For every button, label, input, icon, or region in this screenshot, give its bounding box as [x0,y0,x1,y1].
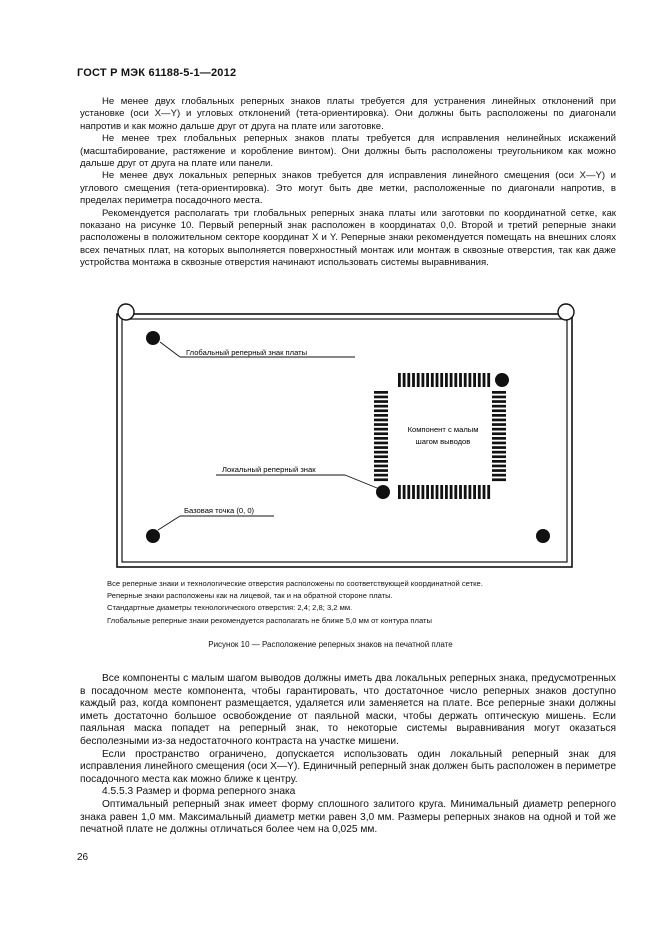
component-pad [374,414,388,417]
component-pad [450,373,453,387]
paragraph: Не менее двух глобальных реперных знаков платы требуется для устранения линейных отклонений при установке (оси X—Y) и угловых отклонений (тета-ориентировка). Они должны быть расположены по диагонали напротив и как можно дальше друг от друга на плате или заготовке. [80,96,616,132]
component-pad [492,446,506,449]
component-pad [431,373,434,387]
component-pad [483,373,486,387]
component-pad [454,373,457,387]
paragraph: Не менее двух локальных реперных знаков требуется для исправления линейного смещения (оси X—Y) и углового смещения (тета-ориентировка). Это могут быть две метки, расположенные по диагонали напротив, в пределах периметра посадочного места. [80,170,616,207]
component-pad [426,373,429,387]
component-pad [459,485,462,499]
local-fiducial-top-right [495,373,509,387]
leader-line-local-tail [345,475,377,488]
component-pad [445,485,448,499]
component-pad [374,460,388,463]
component-pad [483,485,486,499]
component-pad [478,485,481,499]
component-pad [440,485,443,499]
component-pad [412,485,415,499]
component-pad [398,485,401,499]
component-pad [374,451,388,454]
component-pad [487,373,490,387]
component-pads-top [398,373,490,387]
component-pad [403,373,406,387]
component-pad [374,391,388,394]
figure-note: Реперные знаки расположены как на лицевой, так и на обратной стороне платы. [107,591,393,601]
component-pad [374,469,388,472]
component-pad [492,396,506,399]
paragraph: Оптимальный реперный знак имеет форму сплошного залитого круга. Минимальный диаметр реперного знака равен 1,0 мм. Максимальный диаметр метки равен 3,0 мм. Размеры реперных знаков на одной и той же печатной плате не должны отличаться более чем на 0,025 мм. [80,798,616,836]
component-pad [492,465,506,468]
paragraph: Рекомендуется располагать три глобальных реперных знака платы или заготовки по координатной сетке, как показано на рисунке 10. Первый реперный знак расположен в координатах 0,0. Второй и третий реперные знаки расположены в положительном секторе координат X и Y. Реперные знаки рекомендуется помещать на внешних слоях всех печатных плат, на которых выполняется поверхностный монтаж или монтаж в сквозные отверстия, так как даже устройства монтажа в сквозные отверстия начинают использовать системы выравнивания. [80,207,616,269]
component-pad [473,485,476,499]
component-pads-right [492,391,506,481]
figure-note: Глобальные реперные знаки рекомендуется располагать не ближе 5,0 мм от контура платы [107,615,432,625]
component-pad [464,485,467,499]
label-global-fiducial: Глобальный реперный знак платы [186,348,308,357]
component-pad [417,373,420,387]
component-pad [492,469,506,472]
component-pad [374,478,388,481]
component-pad [492,400,506,403]
component-pad [487,485,490,499]
component-pad [492,478,506,481]
text-block-lower [80,673,616,837]
component-pad [374,396,388,399]
component-pad [374,419,388,422]
component-pads-bottom [398,485,490,499]
component-pad [492,423,506,426]
component-pad [374,400,388,403]
component-pad [492,391,506,394]
component-pad [492,455,506,458]
component-pad [403,485,406,499]
component-pad [426,485,429,499]
leader-line-global [160,342,180,357]
component-pad [436,485,439,499]
component-pad [398,373,401,387]
section-heading: 4.5.5.3 Размер и форма реперного знака [102,786,296,798]
figure-caption: Рисунок 10 — Расположение реперных знаков на печатной плате [208,640,453,649]
label-component: Компонент с малым [407,425,479,434]
component-pad [374,432,388,435]
component-pad [492,409,506,412]
tooling-hole-right [558,304,574,320]
component-pad [492,419,506,422]
component-pad [492,460,506,463]
component-pad [492,451,506,454]
component-pad [374,442,388,445]
component-pad [374,428,388,431]
component-pad [374,446,388,449]
component-pad [436,373,439,387]
local-fiducial-bottom-left [376,485,390,499]
component-pad [473,373,476,387]
component-pad [440,373,443,387]
label-origin-point: Базовая точка (0, 0) [184,506,255,515]
figure-notes [107,578,627,627]
paragraph: Все компоненты с малым шагом выводов должны иметь два локальных реперных знака, предусмотренных в посадочном месте компонента, чтобы гарантировать, что достаточное число реперных знаков доступно каждый раз, когда компонент размещается, удаляется или заменяется на плате. Все реперные знаки должны иметь достаточно большое освобождение от паяльной маски, чтобы держать оптическую мишень. Если паяльная маска попадет на реперный знак, то некоторые системы выравнивания могут оказаться бесполезными из-за недостаточного контраста на участке мишени. [80,673,616,747]
component-pad [417,485,420,499]
standard-header: ГОСТ Р МЭК 61188-5-1—2012 [77,67,237,79]
component-pad [492,442,506,445]
paragraph: Не менее трех глобальных реперных знаков платы требуется для исправления нелинейных искажений (масштабирование, растяжение и коробление винтом). Они должны быть расположены треугольником как можно дальше друг от друга на плате или панели. [80,133,616,170]
component-pad [469,485,472,499]
global-fiducial-origin [146,529,160,543]
component-pad [492,428,506,431]
component-pad [374,405,388,408]
component-pad [412,373,415,387]
component-pad [374,465,388,468]
component-pad [450,485,453,499]
component-pad [492,474,506,477]
component-pads-left [374,391,388,481]
component-pad [492,414,506,417]
label-local-fiducial: Локальный реперный знак [222,465,316,474]
tooling-hole-left [118,304,134,320]
component-pad [374,423,388,426]
component-pad [422,373,425,387]
component-pad [492,432,506,435]
component-pad [459,373,462,387]
figure-note: Все реперные знаки и технологические отверстия расположены по соответствующей координатной сетке. [107,579,483,588]
component-pad [492,405,506,408]
component-pad [407,373,410,387]
paragraph: Если пространство ограничено, допускается использовать один локальный реперный знак для исправления линейного смещения (оси X—Y). Единичный реперный знак должен быть расположен в периметре посадочного места как можно ближе к центру. [80,748,616,785]
figure-note: Стандартные диаметры технологического отверстия: 2,4; 2,8; 3,2 мм. [107,603,353,613]
component-pad [407,485,410,499]
component-pad [445,373,448,387]
page-number: 26 [77,852,89,863]
component-pad [454,485,457,499]
global-fiducial-top-left [146,331,160,345]
component-pad [374,409,388,412]
component-pad [464,373,467,387]
component-pad [374,437,388,440]
component-pad [492,437,506,440]
component-pad [431,485,434,499]
component-pad [422,485,425,499]
label-component-line2: шагом выводов [415,437,471,446]
global-fiducial-bottom-right [536,529,550,543]
component-pad [374,474,388,477]
component-pad [469,373,472,387]
leader-line-origin-tail [158,516,180,530]
component-pad [374,455,388,458]
component-pad [478,373,481,387]
